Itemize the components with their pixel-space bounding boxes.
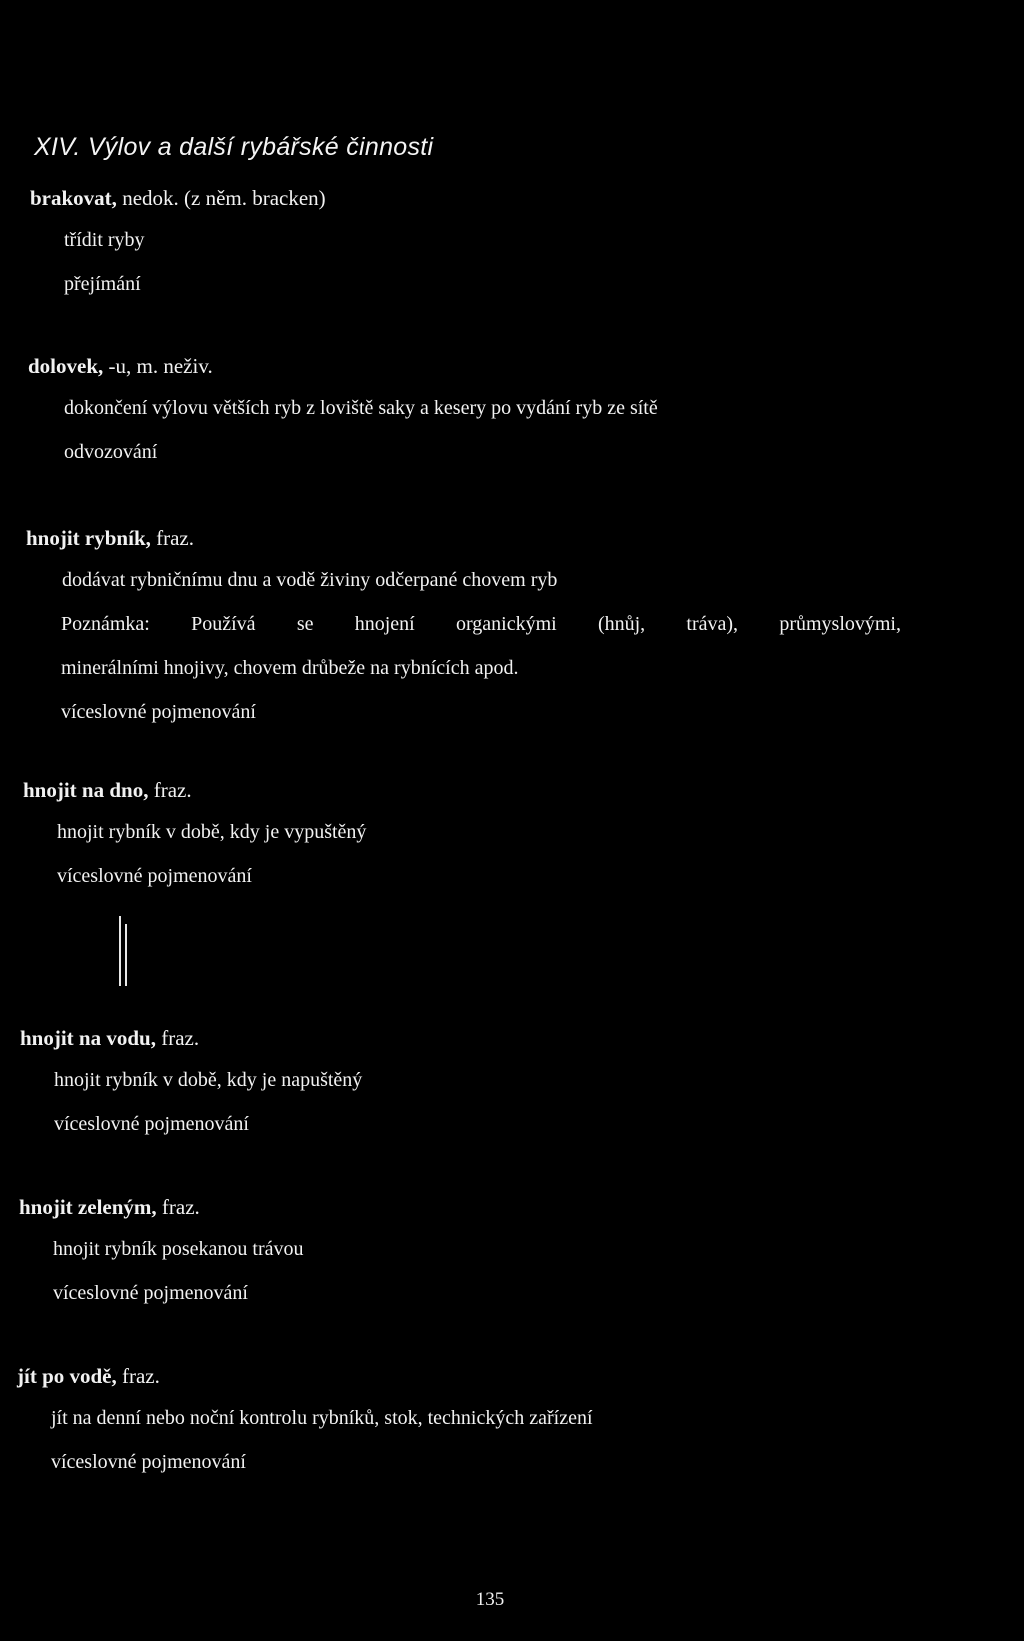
entry-note [61,609,901,683]
entry-head [20,1023,960,1053]
entry-head [19,1192,959,1222]
entry-term: jít po vodě, [17,1364,117,1388]
entry-definition: hnojit rybník v době, kdy je vypuštěný [57,821,367,843]
entry-term: dolovek, [28,354,104,378]
entry-grammar: fraz. [155,1026,200,1050]
entry-word-formation: víceslovné pojmenování [54,1113,249,1135]
entry-term: hnojit zeleným, [19,1195,157,1219]
entry-jit-po-vode [17,1361,957,1477]
entry-term: brakovat, [30,186,117,210]
entry-hnojit-rybnik [26,523,966,727]
note-line: minerálními hnojivy, chovem drůbeže na rybnících apod. [61,657,519,679]
entry-word-formation: přejímání [64,273,141,295]
entry-definition: hnojit rybník v době, kdy je napuštěný [54,1069,363,1091]
entry-grammar: fraz. [116,1364,160,1388]
entry-head [17,1361,957,1391]
entry-definition: hnojit rybník posekanou trávou [53,1238,304,1260]
page-number: 135 [475,1589,505,1610]
entry-definition: dodávat rybničnímu dnu a vodě živiny odčerpané chovem ryb [62,569,558,591]
entry-grammar: -u, m. neživ. [103,354,213,378]
entry-grammar: fraz. [148,778,192,802]
entry-grammar: fraz. [156,1195,200,1219]
entry-term: hnojit na dno, [23,778,149,802]
entry-word-formation: víceslovné pojmenování [61,701,256,723]
entry-head [23,775,963,805]
entry-brakovat [30,183,970,299]
entry-definition: dokončení výlovu větších ryb z loviště saky a kesery po vydání ryb ze sítě [64,397,658,419]
margin-line [125,924,127,986]
entry-grammar: fraz. [150,526,195,550]
chapter-title: XIV. Výlov a další rybářské činnosti [34,133,434,161]
entry-word-formation: víceslovné pojmenování [53,1282,248,1304]
note-line: Poznámka: Používá se hnojení organickými (hnůj, tráva), průmyslovými, [61,613,901,635]
entry-word-formation: víceslovné pojmenování [57,865,252,887]
entry-hnojit-zelenym [19,1192,959,1308]
margin-line [119,916,121,986]
entry-grammar: nedok. (z něm. bracken) [116,186,326,210]
entry-definition: jít na denní nebo noční kontrolu rybníků, stok, technických zařízení [51,1407,593,1429]
entry-word-formation: víceslovné pojmenování [51,1451,246,1473]
entry-definition: třídit ryby [64,229,145,251]
entry-term: hnojit rybník, [26,526,151,550]
entry-dolovek [28,351,968,467]
entry-hnojit-na-dno [23,775,963,891]
entry-word-formation: odvozování [64,441,158,463]
entry-term: hnojit na vodu, [20,1026,156,1050]
entry-head [26,523,966,553]
entry-head [30,183,970,213]
margin-marks [119,916,129,986]
entry-hnojit-na-vodu [20,1023,960,1139]
entry-head [28,351,968,381]
